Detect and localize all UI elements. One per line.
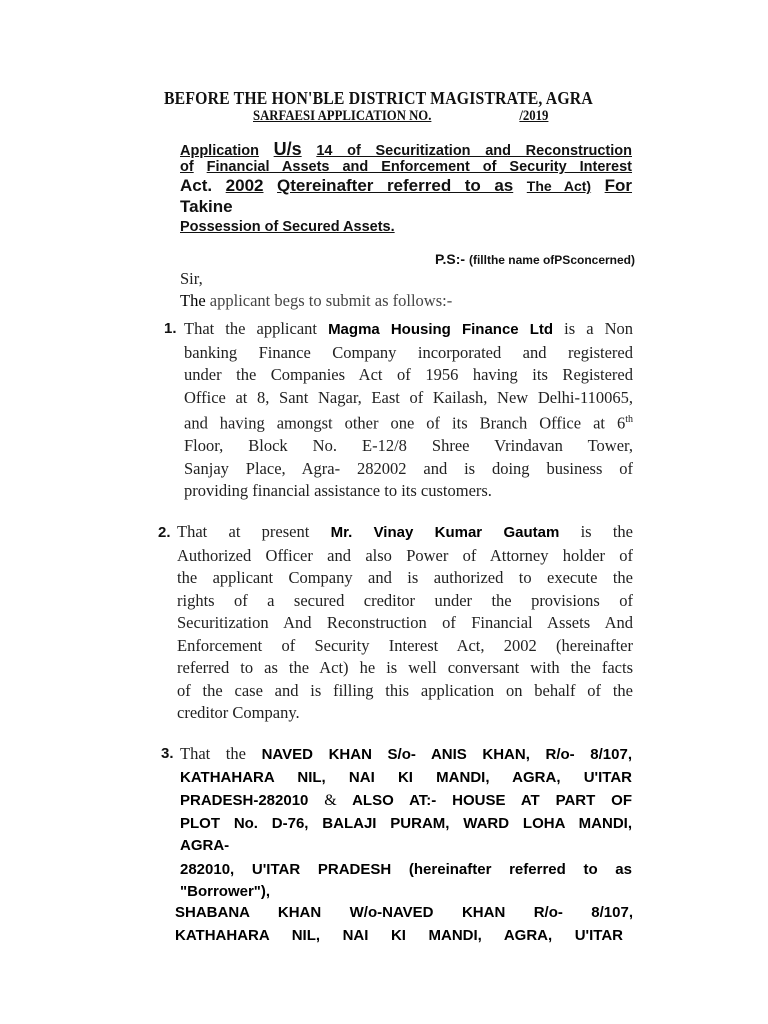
para3-line7: "Borrower"), [180,883,271,900]
para2-line4: rights of a secured creditor under the provisions of [177,590,633,610]
intro-line [180,290,452,313]
para3-line3: PRADESH-282010 & ALSO AT:- HOUSE AT PART OF [180,792,633,809]
intro-the: The [180,291,206,310]
intro-rest: applicant begs to submit as follows:- [209,291,453,310]
para3 [180,743,632,904]
app-us: U/s [273,139,302,159]
application-title-line4: Takine [180,197,233,216]
para2-line5: Securitization And Reconstruction of Financial Assets And [177,613,633,632]
para3-line4: PLOT No. D-76, BALAJI PURAM, WARD LOHA MANDI, [180,814,632,832]
company-name: Magma Housing Finance Ltd [328,321,554,338]
para3-line6: 282010, U'ITAR PRADESH (hereinafter referred to as [180,860,632,878]
para1-line1: That the applicant Magma Housing Finance Ltd is a Non [184,319,633,338]
para1 [184,318,633,503]
para2-line3: the applicant Company and is authorized to execute the [177,568,633,587]
para1-number: 1. [164,320,177,337]
application-year: /2019 [519,108,549,124]
app-financial: Financial Assets and Enforcement of Security Interest [206,159,633,175]
para2-line2: Authorized Officer and also Power of Attorney holder of [177,545,633,565]
app-act: Act. [180,176,213,195]
para1-line8: providing financial assistance to its customers. [184,481,492,500]
application-no-label: SARFAESI APPLICATION NO. [253,108,432,124]
para3-line5: AGRA- [180,837,230,854]
para3-co-borrower [175,902,633,947]
para2 [177,521,633,725]
para1-line7: Sanjay Place, Agra- 282002 and is doing business of [184,458,633,478]
application-number-line [253,108,548,125]
para3-line2: KATHAHARA NIL, NAI KI MANDI, AGRA, U'ITAR [180,768,632,786]
ps-hint: (fillthe name ofPSconcerned) [468,253,635,267]
para1-line3: under the Companies Act of 1956 having its Registered [184,365,633,384]
para2-line8: of the case and is filling this application on behalf of the [177,680,633,700]
police-station-line [435,251,635,267]
para2-line1: That at present Mr. Vinay Kumar Gautam is the [177,522,633,541]
para3-line8: SHABANA KHAN W/o-NAVED KHAN R/o- 8/107, [175,904,633,921]
application-title-line1 [180,141,632,160]
para1-line5: and having amongst other one of its Branch Office at 6th [184,413,633,433]
para3-number: 3. [161,745,174,762]
para1-line2: banking Finance Company incorporated and registered [184,342,633,362]
para2-line7: referred to as the Act) he is well conversant with the facts [177,658,633,677]
court-heading: BEFORE THE HON'BLE DISTRICT MAGISTRATE, AGRA [164,88,593,108]
salutation: Sir, [180,269,203,288]
para1-line6: Floor, Block No. E-12/8 Shree Vrindavan Tower, [184,436,633,455]
app-the-act: The Act) [526,178,592,194]
app-for: For [604,176,633,195]
para2-number: 2. [158,524,171,541]
app-of: of [180,159,194,175]
para3-line9: KATHAHARA NIL, NAI KI MANDI, AGRA, U'ITAR [175,926,623,944]
app-referred: Qtereinafter referred to as [277,176,514,195]
app-section: 14 of Securitization and Reconstruction [316,143,632,159]
para2-line6: Enforcement of Security Interest Act, 2002 (hereinafter [177,635,633,655]
application-title-line3 [180,176,632,196]
application-title-line5: Possession of Secured Assets. [180,219,395,235]
officer-name: Mr. Vinay Kumar Gautam [330,524,560,541]
para2-line9: creditor Company. [177,703,300,722]
para1-line4: Office at 8, Sant Nagar, East of Kailash, New Delhi-110065, [184,387,633,407]
application-title-line2 [180,159,632,176]
ps-label: P.S:- [434,251,466,267]
para3-line1: That the NAVED KHAN S/o- ANIS KHAN, R/o- 8/107, [180,744,632,763]
app-word: Application [180,143,259,159]
app-year: 2002 [225,176,264,195]
